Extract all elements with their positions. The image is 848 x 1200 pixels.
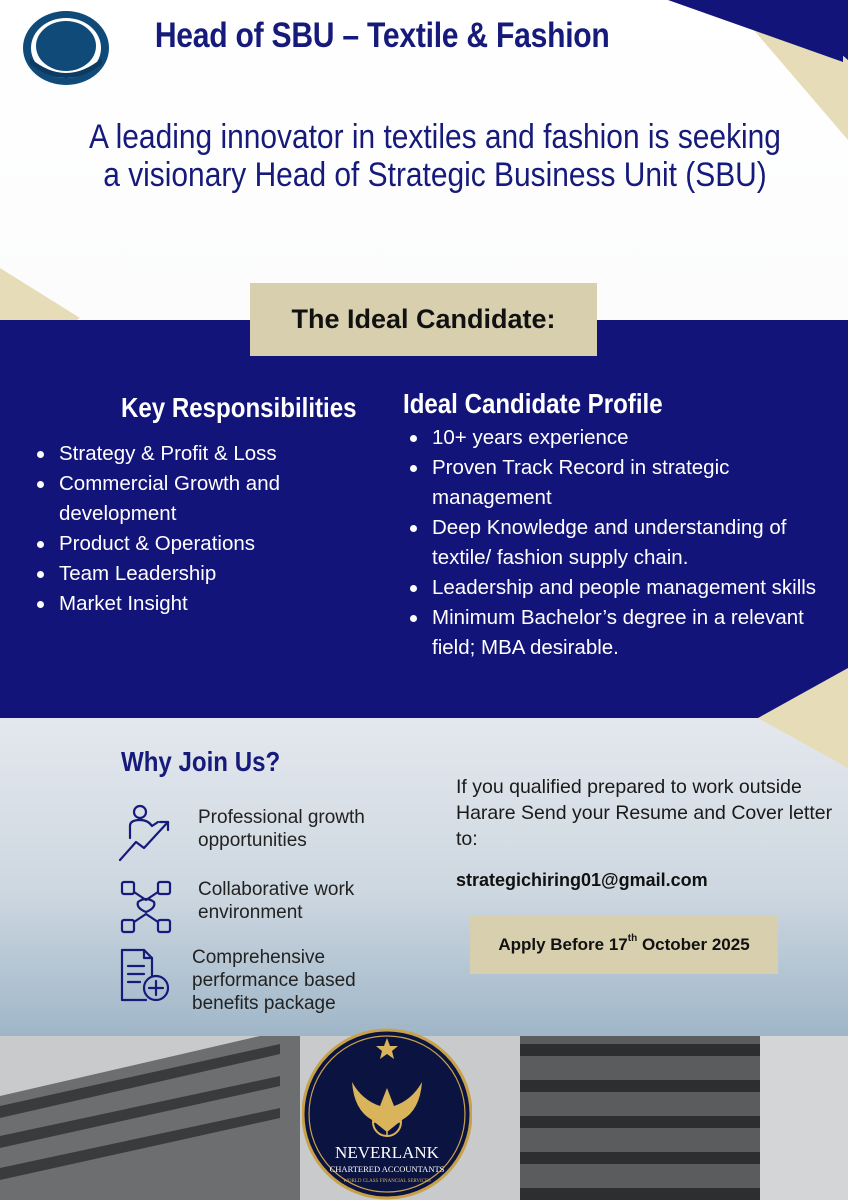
profile-list bbox=[408, 423, 838, 663]
growth-person-icon bbox=[118, 802, 174, 862]
list-item: Deep Knowledge and understanding of textile/ fashion supply chain. bbox=[408, 513, 838, 573]
list-item: Minimum Bachelor’s degree in a relevant field; MBA desirable. bbox=[408, 603, 838, 663]
deadline-banner bbox=[470, 916, 778, 974]
neverlank-seal bbox=[302, 1022, 472, 1200]
contact-email[interactable]: strategichiring01@gmail.com bbox=[456, 870, 708, 890]
page-title: Head of SBU – Textile & Fashion bbox=[154, 16, 610, 55]
ideal-candidate-banner bbox=[250, 283, 597, 356]
deadline-suffix: October 2025 bbox=[637, 935, 750, 954]
application-instructions: If you qualified prepared to work outside Harare Send your Resume and Cover letter to: bbox=[456, 776, 833, 850]
seal-brand: NEVERLANK bbox=[335, 1143, 439, 1162]
list-item: Team Leadership bbox=[35, 559, 355, 589]
deadline-ordinal: th bbox=[627, 932, 638, 944]
document-plus-icon bbox=[118, 946, 174, 1006]
ideal-candidate-heading: The Ideal Candidate: bbox=[291, 304, 556, 334]
list-item: Proven Track Record in strategic management bbox=[408, 453, 838, 513]
list-item: Market Insight bbox=[35, 589, 355, 619]
company-logo-icon bbox=[20, 8, 112, 88]
responsibilities-heading: Key Responsibilities bbox=[121, 392, 357, 423]
seal-subtitle: CHARTERED ACCOUNTANTS bbox=[329, 1164, 445, 1174]
list-item: Strategy & Profit & Loss bbox=[35, 439, 355, 469]
responsibilities-list bbox=[35, 439, 355, 619]
list-item: 10+ years experience bbox=[408, 423, 838, 453]
benefit-text: Collaborative work environment bbox=[198, 879, 355, 923]
headline: A leading innovator in textiles and fashion is seeking a visionary Head of Strategic Business Unit (SBU) bbox=[89, 118, 781, 194]
list-item: Leadership and people management skills bbox=[408, 573, 838, 603]
seal-tagline: WORLD CLASS FINANCIAL SERVICES bbox=[343, 1179, 431, 1184]
profile-heading: Ideal Candidate Profile bbox=[403, 388, 663, 419]
right-triangle-decoration bbox=[758, 668, 848, 768]
teamwork-hands-icon bbox=[118, 878, 174, 938]
list-item: Product & Operations bbox=[35, 529, 355, 559]
deadline-prefix: Apply Before 17 bbox=[498, 935, 628, 954]
benefit-text: Professional growth opportunities bbox=[198, 807, 365, 851]
list-item: Commercial Growth and development bbox=[35, 469, 355, 529]
why-join-heading: Why Join Us? bbox=[121, 746, 281, 777]
benefit-text: Comprehensive performance based benefits package bbox=[192, 947, 356, 1014]
